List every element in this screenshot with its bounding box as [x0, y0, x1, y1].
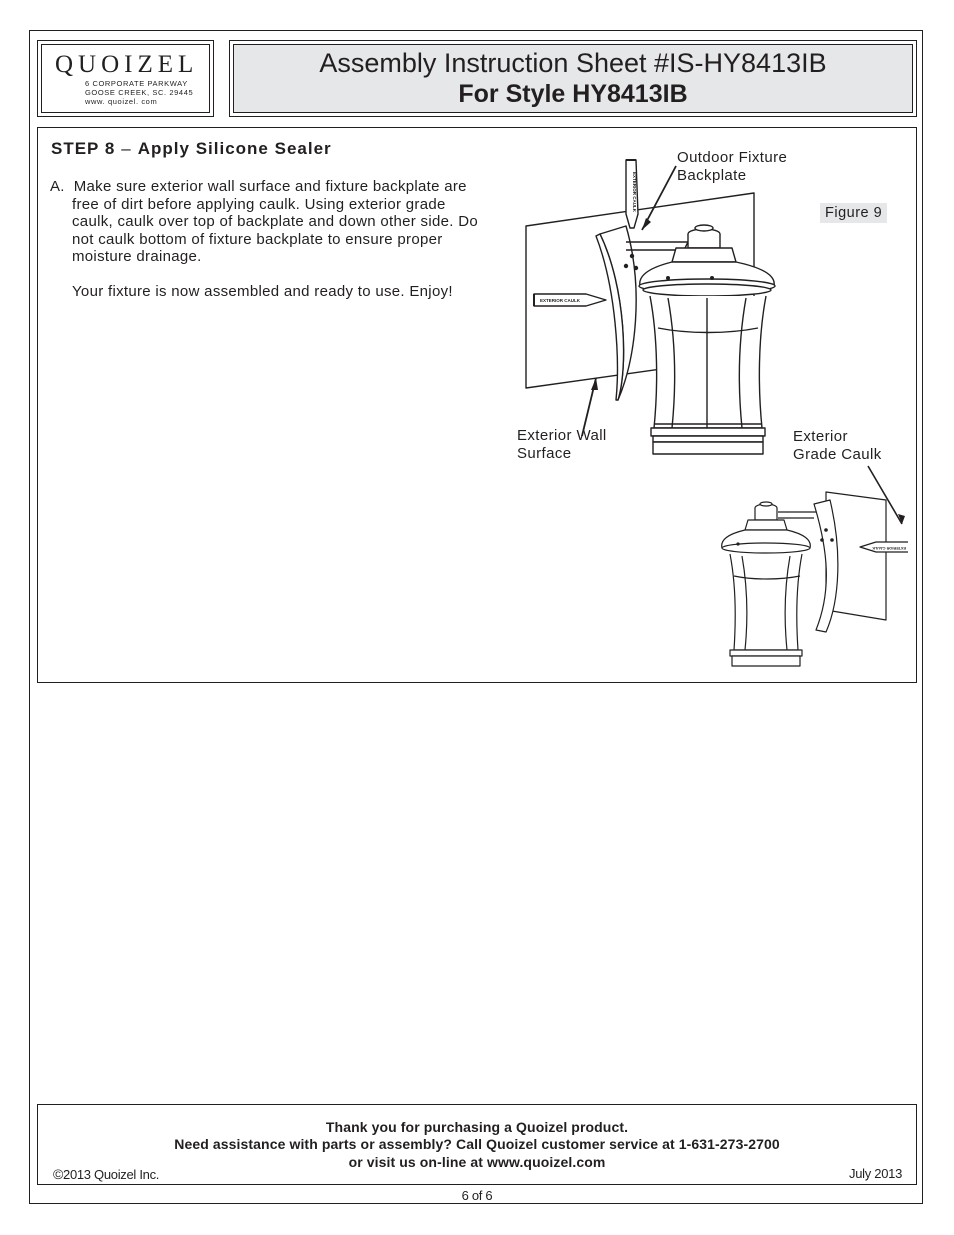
copyright-notice	[53, 1166, 159, 1182]
logo-block	[37, 40, 214, 117]
callout-backplate-line-2: Backplate	[677, 167, 747, 184]
callout-wall-line-1: Exterior Wall	[517, 427, 607, 444]
callout-caulk-line-1: Exterior	[793, 428, 848, 445]
copyright-text: 2013 Quoizel Inc.	[63, 1167, 160, 1182]
callout-caulk-line-2: Grade Caulk	[793, 446, 882, 463]
step-number: STEP 8	[51, 139, 116, 158]
tube-label-vertical: EXTERIOR CAULK	[632, 172, 637, 213]
copyright-symbol: ©	[53, 1166, 64, 1182]
address-line-2: GOOSE CREEK, SC. 29445	[85, 88, 194, 97]
callout-wall-line-2: Surface	[517, 445, 572, 462]
lantern-body-shape	[650, 296, 766, 428]
website-text: or visit us on-line at www.quoizel.com	[348, 1154, 606, 1170]
completion-note: Your fixture is now assembled and ready to use. Enjoy!	[72, 282, 453, 300]
fixture-illustration-main	[508, 138, 808, 468]
step-separator: –	[121, 139, 132, 158]
address-line-3: www. quoizel. com	[85, 97, 158, 106]
instruction-text: Make sure exterior wall surface and fixture backplate are free of dirt before applying caulk. Using exterior grade caulk, caulk over top of backplate and down other side. Do not caulk bottom of fixture backplate to ensure proper moisture drainage.	[72, 178, 478, 265]
step-heading	[51, 139, 332, 159]
lantern-body-small	[730, 554, 802, 650]
instruction-marker: A.	[50, 178, 65, 195]
step-section	[37, 127, 917, 683]
style-title: For Style HY8413IB	[458, 80, 688, 108]
callout-backplate-line-1: Outdoor Fixture	[677, 149, 788, 166]
logo-inner-border	[41, 44, 210, 113]
company-address	[85, 79, 193, 106]
tube-label-small: EXTERIOR CAULK	[872, 546, 906, 550]
step-instructions	[50, 178, 480, 300]
assistance-text: Need assistance with parts or assembly? Call Quoizel customer service at 1-631-273-2700	[174, 1136, 780, 1152]
instruction-item	[50, 178, 480, 266]
brand-logo: QUOIZEL	[55, 51, 199, 78]
sheet-title: Assembly Instruction Sheet #IS-HY8413IB	[319, 48, 827, 78]
footer-section	[37, 1104, 917, 1185]
figure-label: Figure 9	[820, 203, 887, 223]
thank-you-text: Thank you for purchasing a Quoizel product.	[325, 1119, 629, 1135]
step-title: Apply Silicone Sealer	[137, 139, 332, 158]
backplate-small	[814, 500, 838, 632]
revision-date: July 2013	[849, 1166, 902, 1181]
tube-label-horizontal: EXTERIOR CAULK	[540, 298, 581, 303]
fixture-illustration-secondary	[708, 460, 908, 675]
title-panel	[233, 44, 913, 113]
address-line-1: 6 CORPORATE PARKWAY	[85, 79, 188, 88]
page-number: 6 of 6	[461, 1188, 493, 1203]
title-block	[229, 40, 917, 117]
